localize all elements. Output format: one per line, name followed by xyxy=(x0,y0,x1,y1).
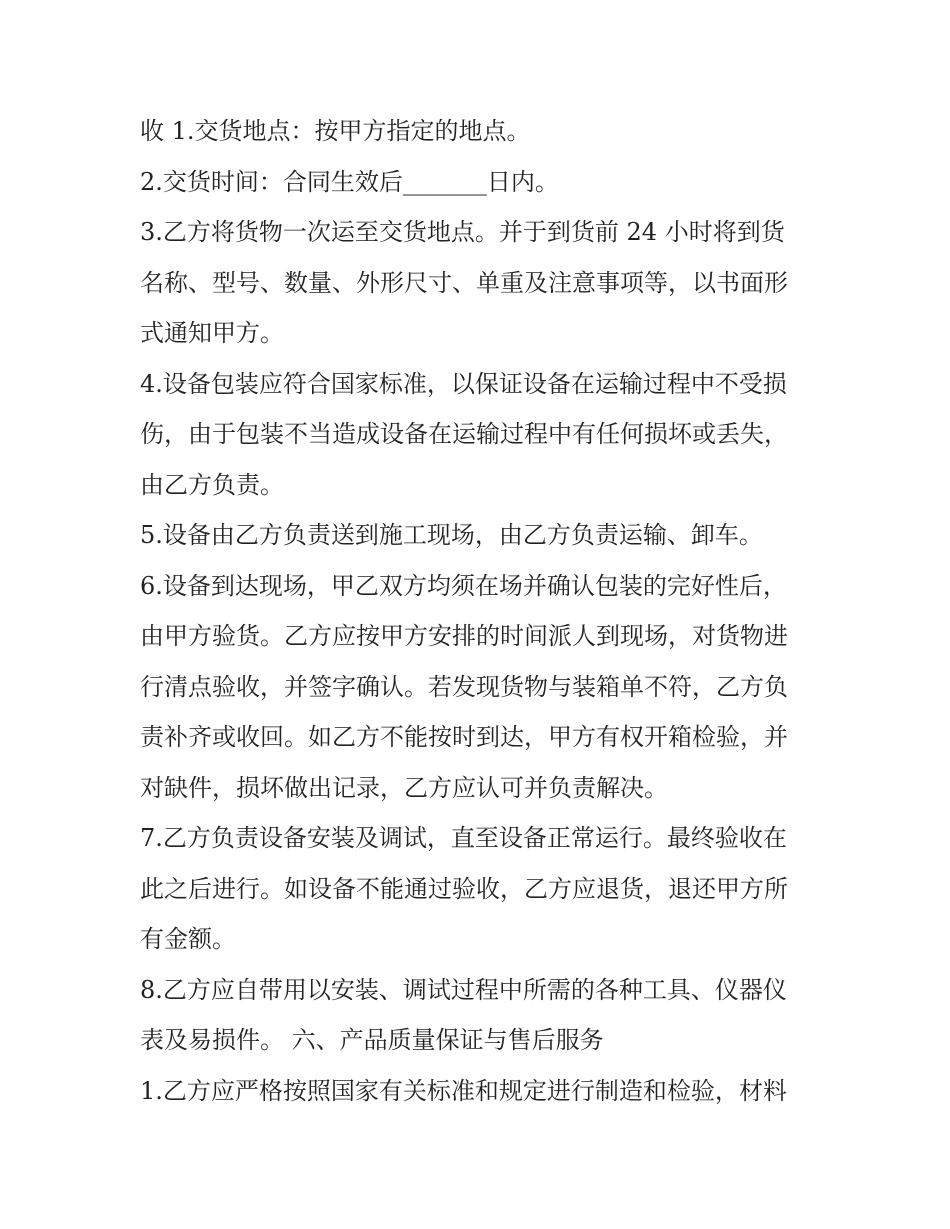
text-line-5: 式通知甲方。 xyxy=(140,319,284,347)
text-line-12: 行清点验收，并签字确认。若发现货物与装箱单不符，乙方负 xyxy=(140,672,788,701)
text-line-8: 由乙方负责。 xyxy=(140,470,284,499)
text-line-7: 伤，由于包装不当造成设备在运输过程中有任何损坏或丢失， xyxy=(140,420,788,448)
text-line-10: 6.设备到达现场，甲乙双方均须在场并确认包装的完好性后， xyxy=(140,571,787,600)
text-line-4: 名称、型号、数量、外形尺寸、单重及注意事项等，以书面形 xyxy=(140,268,788,297)
text-line-14: 对缺件，损坏做出记录，乙方应认可并负责解决。 xyxy=(140,773,668,802)
text-line-18: 8.乙方应自带用以安装、调试过程中所需的各种工具、仪器仪 xyxy=(140,975,787,1004)
text-line-1: 收 1.交货地点：按甲方指定的地点。 xyxy=(140,117,531,145)
text-line-6: 4.设备包装应符合国家标准，以保证设备在运输过程中不受损 xyxy=(140,369,787,398)
text-line-13: 责补齐或收回。如乙方不能按时到达，甲方有权开箱检验，并 xyxy=(140,723,788,751)
text-line-2: 2.交货时间：合同生效后_______日内。 xyxy=(140,167,559,196)
text-line-3: 3.乙方将货物一次运至交货地点。并于到货前 24 小时将到货 xyxy=(140,218,785,246)
text-line-19: 表及易损件。 六、产品质量保证与售后服务 xyxy=(140,1026,604,1054)
text-line-15: 7.乙方负责设备安装及调试，直至设备正常运行。最终验收在 xyxy=(140,824,787,852)
contract-text xyxy=(140,106,820,1116)
text-line-16: 此之后进行。如设备不能通过验收，乙方应退货，退还甲方所 xyxy=(140,874,788,903)
text-line-9: 5.设备由乙方负责送到施工现场，由乙方负责运输、卸车。 xyxy=(140,521,763,549)
text-line-20: 1.乙方应严格按照国家有关标准和规定进行制造和检验，材料 xyxy=(140,1076,787,1105)
text-line-11: 由甲方验货。乙方应按甲方安排的时间派人到现场，对货物进 xyxy=(140,622,788,650)
text-line-17: 有金额。 xyxy=(140,925,236,953)
